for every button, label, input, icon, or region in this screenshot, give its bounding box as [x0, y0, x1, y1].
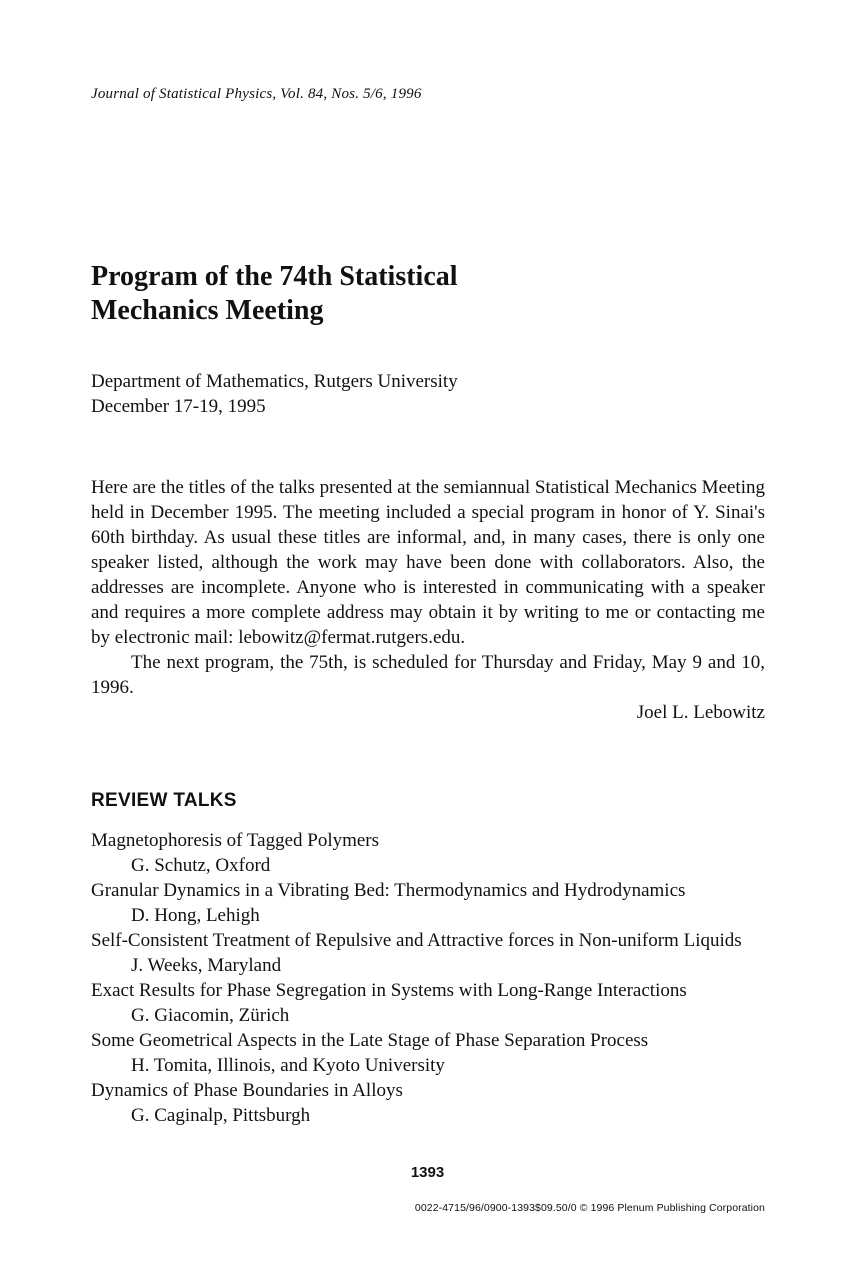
list-item [91, 928, 765, 978]
page-number: 1393 [410, 1164, 445, 1181]
talk-speaker: G. Schutz, Oxford [131, 855, 271, 876]
copyright-line: 0022-4715/96/0900-1393$09.50/0 © 1996 Plenum Publishing Corporation [414, 1202, 765, 1214]
talk-title: Dynamics of Phase Boundaries in Alloys [91, 1080, 403, 1101]
section-heading-review-talks: REVIEW TALKS [91, 790, 237, 811]
list-item [91, 828, 765, 878]
article-title [91, 260, 691, 328]
talk-title: Some Geometrical Aspects in the Late Stage of Phase Separation Process [91, 1030, 649, 1051]
talk-speaker: G. Giacomin, Zürich [131, 1005, 290, 1026]
talk-speaker: H. Tomita, Illinois, and Kyoto University [131, 1055, 445, 1076]
talk-title: Self-Consistent Treatment of Repulsive and Attractive forces in Non-uniform Liquids [91, 930, 742, 951]
title-line-1: Program of the 74th Statistical [91, 261, 458, 292]
talk-speaker: D. Hong, Lehigh [131, 905, 260, 926]
affiliation-block [91, 369, 458, 419]
intro-paragraph-1: Here are the titles of the talks presented at the semiannual Statistical Mechanics Meeting held in December 1995. The meeting included a special program in honor of Y. Sinai's 60th birthday. As usual these titles are informal, and, in many cases, there is only one speaker listed, although the work may have been done with collaborators. Also, the addresses are incomplete. Anyone who is interested in communicating with a speaker and requires a more complete address may obtain it by writing to me or contacting me by electronic mail: lebowitz@fermat.rutgers.edu. [91, 477, 765, 648]
signature: Joel L. Lebowitz [636, 702, 765, 723]
talk-title: Exact Results for Phase Segregation in Systems with Long-Range Interactions [91, 980, 687, 1001]
list-item [91, 1078, 765, 1128]
talk-speaker: G. Caginalp, Pittsburgh [131, 1105, 311, 1126]
journal-citation: Journal of Statistical Physics, Vol. 84, Nos. 5/6, 1996 [91, 86, 422, 102]
talk-speaker: J. Weeks, Maryland [131, 955, 282, 976]
department-line: Department of Mathematics, Rutgers University [91, 371, 458, 392]
title-line-2: Mechanics Meeting [91, 295, 324, 326]
talk-list [91, 828, 765, 1128]
introduction [91, 475, 765, 725]
list-item [91, 1028, 765, 1078]
list-item [91, 978, 765, 1028]
talk-title: Granular Dynamics in a Vibrating Bed: Thermodynamics and Hydrodynamics [91, 880, 686, 901]
intro-paragraph-2: The next program, the 75th, is scheduled for Thursday and Friday, May 9 and 10, 1996. [91, 652, 765, 698]
meeting-dates: December 17-19, 1995 [91, 396, 266, 417]
list-item [91, 878, 765, 928]
talk-title: Magnetophoresis of Tagged Polymers [91, 830, 380, 851]
